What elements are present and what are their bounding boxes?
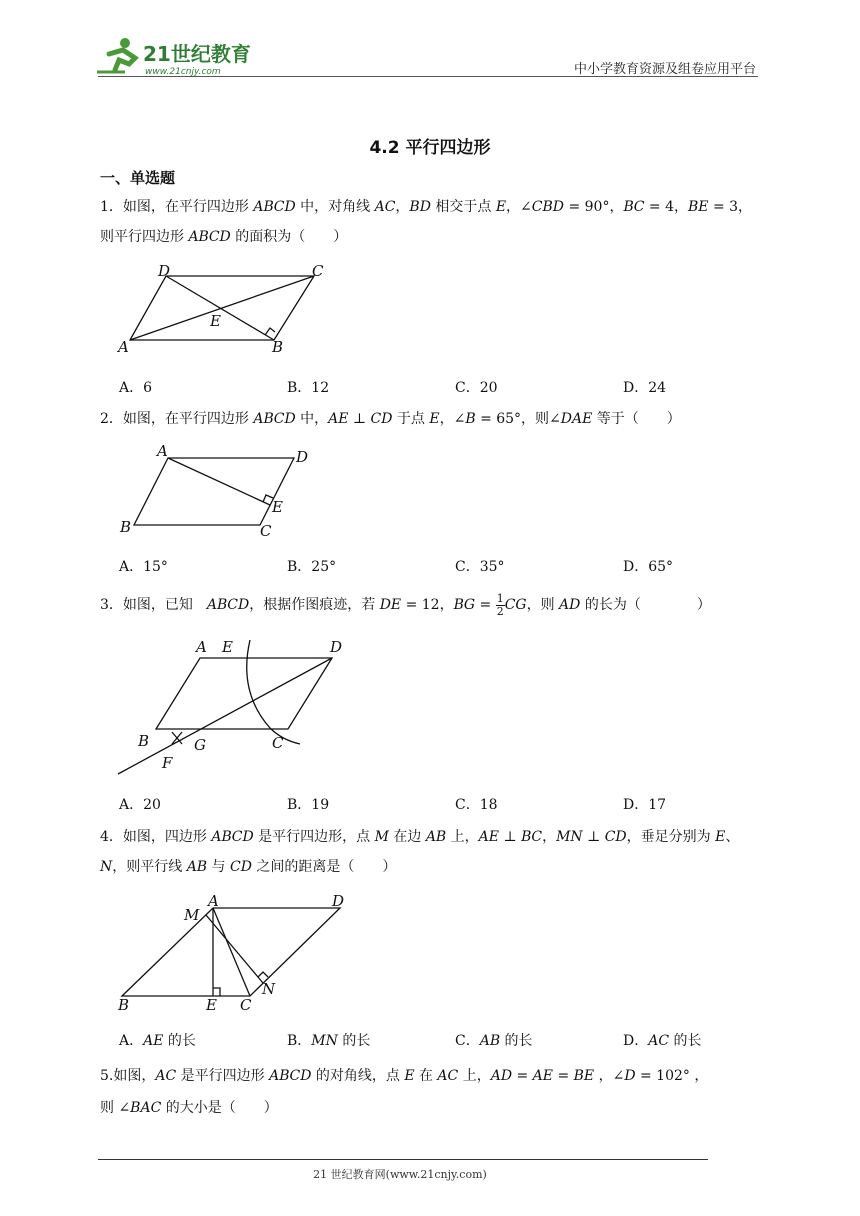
label-C: C [240,996,252,1014]
label-G: G [194,736,206,754]
label-E: E [206,996,217,1014]
label-D: D [296,448,309,466]
q2-option-a[interactable]: A．15° [119,559,168,575]
q3-option-a[interactable]: A．20 [119,797,161,813]
label-F: F [162,754,173,772]
question-5-line2: 则 ∠𝐵𝐴𝐶 的大小是（ ） [100,1100,278,1116]
label-B: B [118,996,130,1014]
label-M: M [184,906,200,924]
question-4-line2: 𝑁，则平行线 𝐴𝐵 与 𝐶𝐷 之间的距离是（ ） [100,859,397,875]
question-1 [100,192,765,252]
label-D: D [330,638,343,656]
label-B: B [120,518,132,536]
label-A: A [118,338,129,356]
q1-option-b[interactable]: B．12 [287,380,330,396]
q4-option-c[interactable]: C．𝐴𝐵 的长 [455,1033,533,1049]
header-platform-text: 中小学教育资源及组卷应用平台 [573,62,756,77]
label-C: C [312,262,324,280]
q4-option-d[interactable]: D．𝐴𝐶 的长 [623,1033,702,1049]
question-3-text-a: 3．如图，已知 𝐴𝐵𝐶𝐷，根据作图痕迹，若 𝐷𝐸 = 12，𝐵𝐺 = [100,597,496,613]
question-4 [100,822,765,882]
label-A: A [208,892,219,910]
logo-url: www.21cnjy.com [145,67,221,77]
figure-1 [110,262,350,362]
question-3-text-b: 𝐶𝐺，则 𝐴𝐷 的长为（ ） [504,597,711,613]
footer-divider [98,1159,708,1160]
label-B: B [138,732,150,750]
header-divider [98,76,758,77]
label-N: N [262,980,276,998]
q4-option-a[interactable]: A．𝐴𝐸 的长 [119,1033,196,1049]
q1-option-d[interactable]: D．24 [623,380,667,396]
question-3 [100,590,765,620]
q4-option-b[interactable]: B．𝑀𝑁 的长 [287,1033,371,1049]
question-4-line1: 4．如图，四边形 𝐴𝐵𝐶𝐷 是平行四边形，点 𝑀 在边 𝐴𝐵 上，𝐴𝐸 ⊥ 𝐵𝐶，𝑀𝑁 ⊥ 𝐶𝐷，垂足分别为 𝐸、 [100,829,740,845]
logo-text: 21世纪教育 [143,42,251,66]
label-C: C [272,734,284,752]
label-A: A [196,638,207,656]
label-E: E [272,498,283,516]
q3-option-c[interactable]: C．18 [455,797,498,813]
label-D: D [332,892,345,910]
figure-4 [110,890,360,1015]
q1-option-a[interactable]: A．6 [119,380,153,396]
document-title: 4.2 平行四边形 [369,138,491,158]
label-E: E [210,312,221,330]
label-E: E [222,638,233,656]
q2-option-b[interactable]: B．25° [287,559,337,575]
question-5 [100,1060,765,1124]
question-2-line1: 2．如图，在平行四边形 𝐴𝐵𝐶𝐷 中，𝐴𝐸 ⊥ 𝐶𝐷 于点 𝐸，∠𝐵 = 65°，则∠𝐷𝐴𝐸 等于（ ） [100,411,681,427]
figure-2 [110,440,330,540]
label-A: A [157,442,168,460]
q3-option-b[interactable]: B．19 [287,797,330,813]
fraction-one-half: $\frac{1}{2}$ [496,591,504,618]
label-B: B [272,338,284,356]
question-1-line2: 则平行四边形 𝐴𝐵𝐶𝐷 的面积为（ ） [100,229,348,245]
question-5-line1: 5.如图，𝐴𝐶 是平行四边形 𝐴𝐵𝐶𝐷 的对角线，点 𝐸 在 𝐴𝐶 上，𝐴𝐷 = 𝐴𝐸 = 𝐵𝐸 ，∠𝐷 = 102° ， [100,1068,709,1084]
question-2 [100,404,765,434]
figure-3 [110,632,370,782]
section-heading: 一、单选题 [100,169,176,187]
q2-option-c[interactable]: C．35° [455,559,505,575]
site-logo [95,34,265,78]
q3-option-d[interactable]: D．17 [623,797,667,813]
label-C: C [260,522,272,540]
q2-option-d[interactable]: D．65° [623,559,674,575]
label-D: D [158,262,171,280]
q1-option-c[interactable]: C．20 [455,380,498,396]
footer-text: 21 世纪教育网(www.21cnjy.com) [313,1168,487,1181]
question-1-line1: 1．如图，在平行四边形 𝐴𝐵𝐶𝐷 中，对角线 𝐴𝐶，𝐵𝐷 相交于点 𝐸，∠𝐶𝐵𝐷 = 90°，𝐵𝐶 = 4，𝐵𝐸 = 3， [100,199,753,215]
runner-icon [97,38,135,72]
